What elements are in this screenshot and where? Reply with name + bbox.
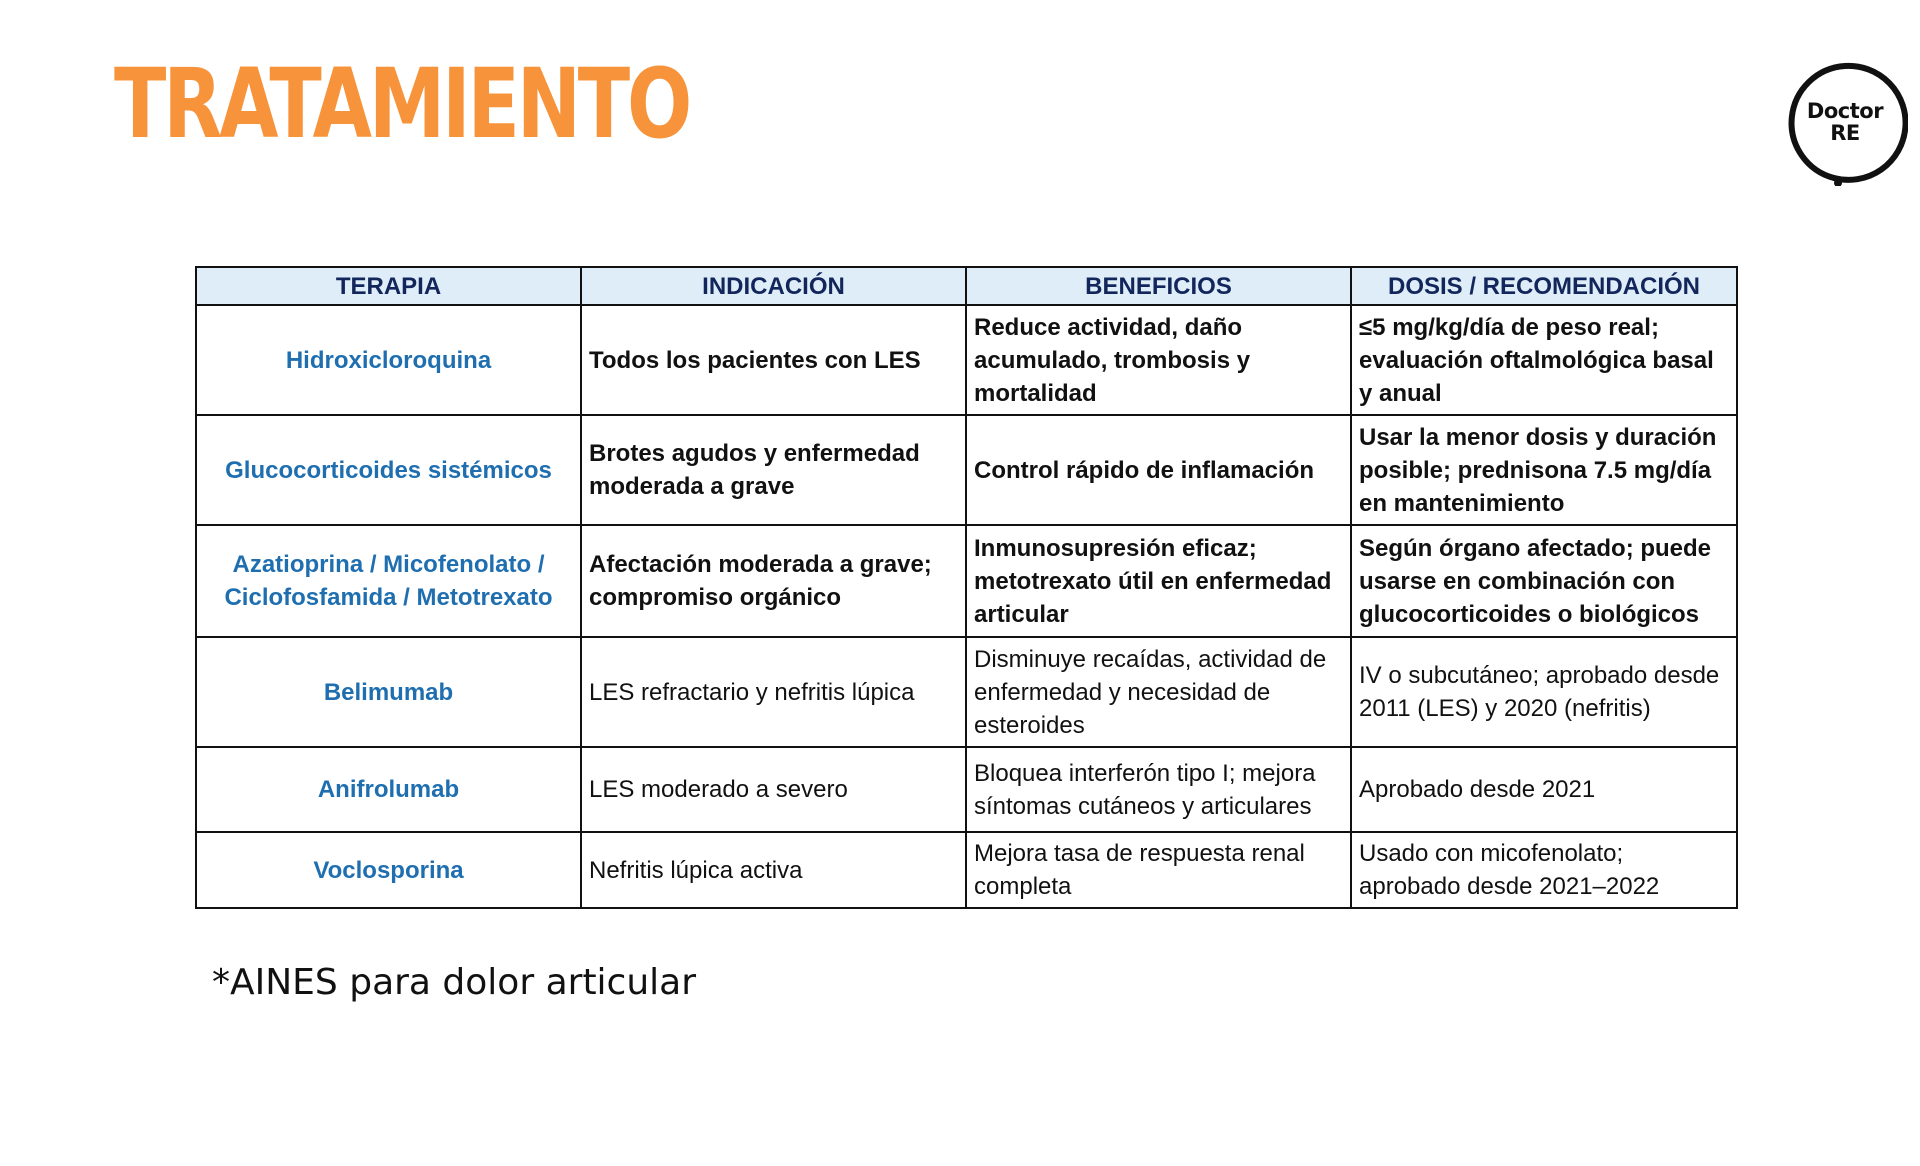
benefits-cell: Disminuye recaídas, actividad de enfermedad y necesidad de esteroides — [966, 637, 1351, 747]
indication-cell: LES refractario y nefritis lúpica — [581, 637, 966, 747]
dose-cell: Aprobado desde 2021 — [1351, 747, 1737, 832]
dose-cell: Usar la menor dosis y duración posible; prednisona 7.5 mg/día en mantenimiento — [1351, 415, 1737, 525]
dose-cell: Según órgano afectado; puede usarse en combinación con glucocorticoides o biológicos — [1351, 525, 1737, 637]
slide-title: TRATAMIENTO — [114, 48, 690, 160]
therapy-cell: Hidroxicloroquina — [196, 305, 581, 415]
logo-line-1: Doctor — [1806, 99, 1884, 123]
therapy-cell: Anifrolumab — [196, 747, 581, 832]
footnote: *AINES para dolor articular — [212, 962, 697, 1003]
treatment-table — [195, 266, 1738, 909]
benefits-cell: Control rápido de inflamación — [966, 415, 1351, 525]
dose-cell: IV o subcutáneo; aprobado desde 2011 (LES) y 2020 (nefritis) — [1351, 637, 1737, 747]
logo-text — [1782, 100, 1908, 144]
benefits-cell: Mejora tasa de respuesta renal completa — [966, 832, 1351, 908]
header-therapy: TERAPIA — [196, 267, 581, 305]
therapy-cell: Belimumab — [196, 637, 581, 747]
indication-cell: Brotes agudos y enfermedad moderada a grave — [581, 415, 966, 525]
table-row — [196, 637, 1737, 747]
table-row — [196, 525, 1737, 637]
dose-cell: Usado con micofenolato; aprobado desde 2021–2022 — [1351, 832, 1737, 908]
therapy-cell: Voclosporina — [196, 832, 581, 908]
doctor-re-logo — [1782, 60, 1908, 186]
benefits-cell: Bloquea interferón tipo I; mejora síntomas cutáneos y articulares — [966, 747, 1351, 832]
indication-cell: Todos los pacientes con LES — [581, 305, 966, 415]
therapy-cell: Glucocorticoides sistémicos — [196, 415, 581, 525]
table-header-row — [196, 267, 1737, 305]
indication-cell: Nefritis lúpica activa — [581, 832, 966, 908]
header-dose: DOSIS / RECOMENDACIÓN — [1351, 267, 1737, 305]
benefits-cell: Reduce actividad, daño acumulado, trombosis y mortalidad — [966, 305, 1351, 415]
header-benefits: BENEFICIOS — [966, 267, 1351, 305]
indication-cell: Afectación moderada a grave; compromiso orgánico — [581, 525, 966, 637]
header-indication: INDICACIÓN — [581, 267, 966, 305]
table-row — [196, 832, 1737, 908]
therapy-cell: Azatioprina / Micofenolato / Ciclofosfamida / Metotrexato — [196, 525, 581, 637]
table-row — [196, 747, 1737, 832]
table-row — [196, 305, 1737, 415]
benefits-cell: Inmunosupresión eficaz; metotrexato útil en enfermedad articular — [966, 525, 1351, 637]
dose-cell: ≤5 mg/kg/día de peso real; evaluación oftalmológica basal y anual — [1351, 305, 1737, 415]
indication-cell: LES moderado a severo — [581, 747, 966, 832]
logo-line-2: RE — [1830, 121, 1860, 145]
table-row — [196, 415, 1737, 525]
